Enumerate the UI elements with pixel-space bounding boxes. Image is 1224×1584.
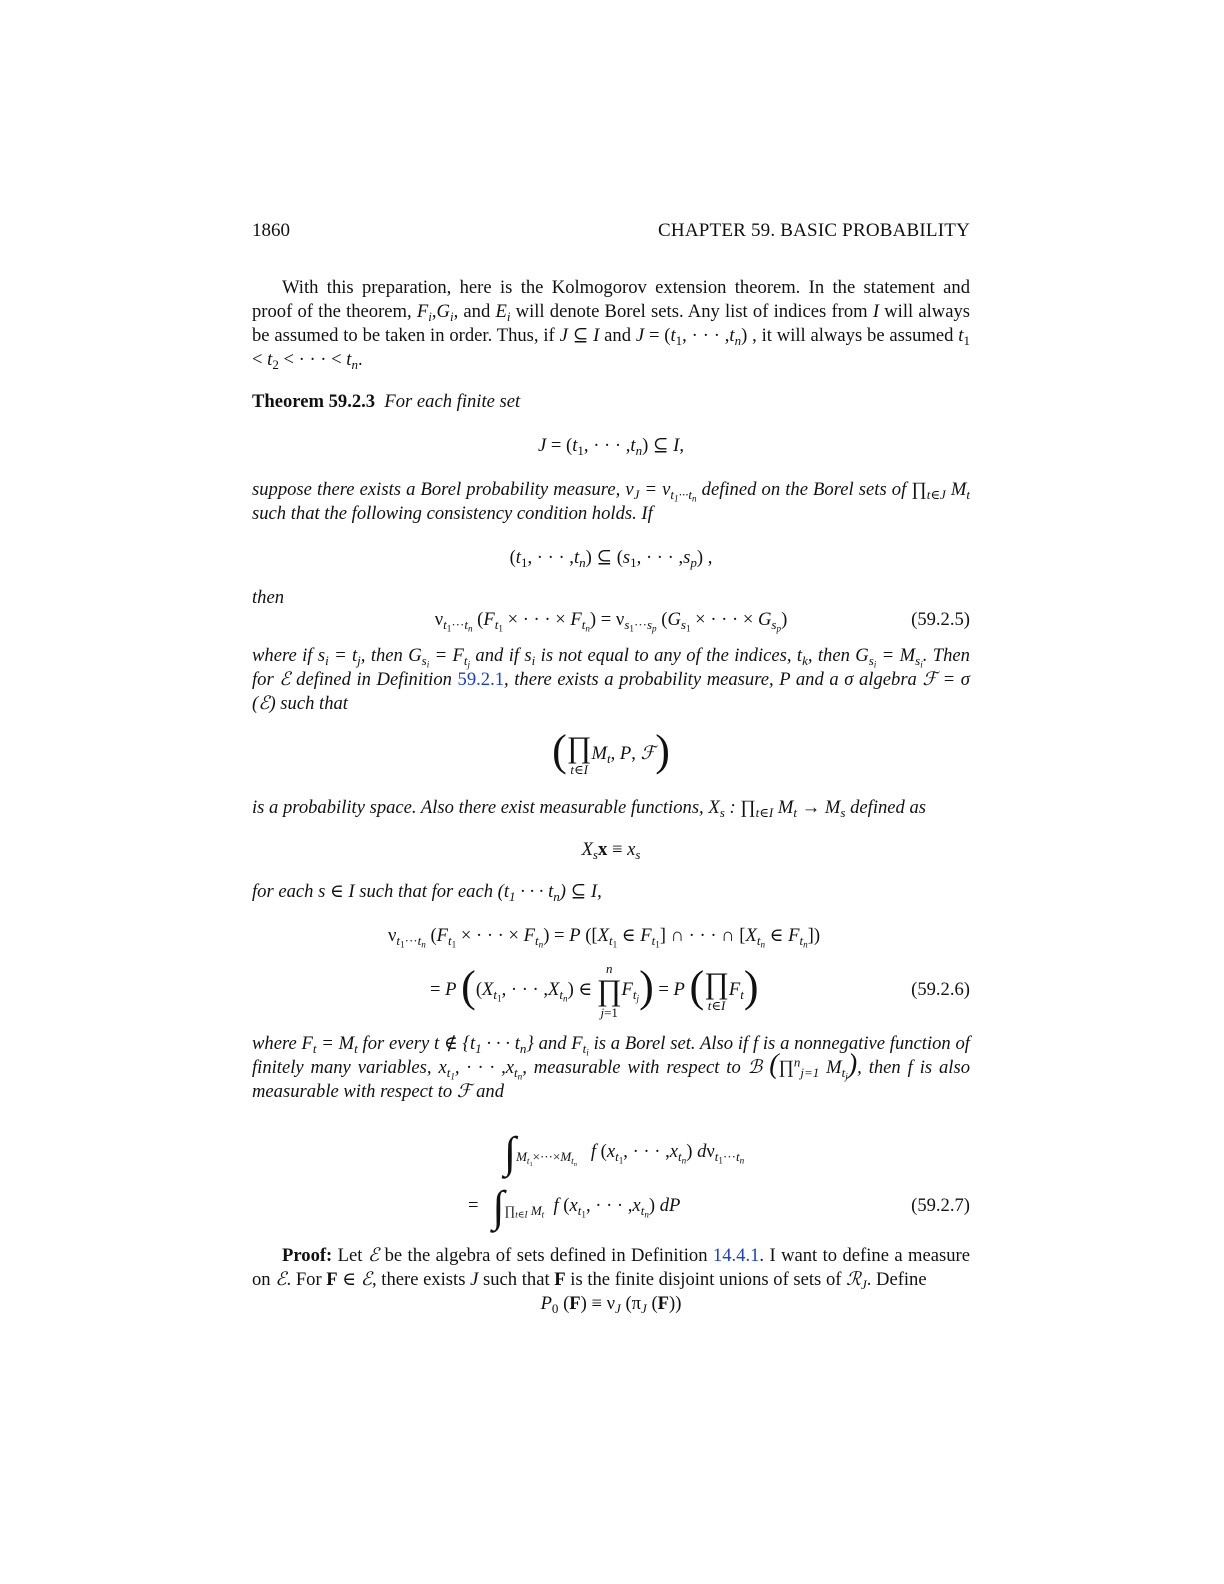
equation-number-59-2-6: (59.2.6)	[911, 979, 970, 1000]
equation-probability-space: ( ∏ t∈I $M_t$, P, ℱ)	[552, 726, 670, 777]
theorem-paragraph-2: where if $s_i = t_j$, then $G_{s_i} = F_{t_j}$ and if $s_i$ is not equal to any of the indices, $t_k$, then $G_{s_i} = M_{s_i}$. Then for ℰ defined in Definition 59.2.1, there exists a probability measure, P and a σ algebra ℱ = σ (ℰ) such that	[252, 645, 970, 714]
equation-59-2-5: $\nu_{t_1\cdot\cdot\cdot t_n}$ ($F_{t_1}$ × · · · × $F_{t_n}) = \nu_{s_1\cdot\cdot\cdot s_p}$ ($G_{s_1}$ × · · · × $G_{s_p}$) (59.2.5)	[434, 609, 970, 634]
equation-J: $J = (t_1$, · · · $,t_n$) ⊆ I,	[537, 435, 685, 458]
equation-59-2-6-line-2: = P (($X_{t_1}$, · · · $,X_{t_n}$) ∈ n ∏ j=1 $F_{t_j}) = P$ ( ∏ t∈I $F_t$) (59.2.6)	[430, 960, 970, 1020]
theorem-paragraph-1: suppose there exists a Borel probability measure, $\nu_J = \nu_{t_1\cdot\cdot\cdot t_n}$ defined on the Borel sets of $\prod_{t\in J}$ $M_t$ such that the following consistency condition holds. If	[252, 479, 970, 524]
definition-link-59-2-1[interactable]: 59.2.1	[457, 669, 505, 690]
theorem-paragraph-5: where $F_t = M_t$ for every t ∉ {$t_1$ · · · $t_n$} and $F_{t_i}$ is a Borel set. Also if f is a nonnegative function of finitely many variables, $x_{t_1}$, · · · $,x_{t_n}$, measurable with respect to ℬ (∏$^n_{j=1}$ $M_{t_j}$), then f is also measurable with respect to ℱ and	[252, 1033, 970, 1102]
equation-subset: ($t_1$, · · · $,t_n$) ⊆ ($s_1$, · · · $,s_p$) ,	[509, 547, 713, 570]
intro-paragraph: With this preparation, here is the Kolmogorov extension theorem. In the statement and proof of the theorem, $F_i,G_i$, and $E_i$ will denote Borel sets. Any list of indices from I will always be assumed to be taken in order. Thus, if J ⊆ I and $J = (t_1$, · · · $,t_n$) , it will always be assumed $t_1 < t_2$ < · · · < $t_n$.	[252, 277, 970, 372]
page-number: 1860	[252, 220, 290, 241]
equation-X: $X_sx \equiv x_s$	[581, 839, 641, 862]
theorem-lead	[252, 390, 970, 414]
equation-59-2-6-line-1: $\nu_{t_1\cdot\cdot\cdot t_n}$ ($F_{t_1}$ × · · · × $F_{t_n}) = P$ ([$X_{t_1}$ ∈ $F_{t_1}$] ∩ · · · ∩ [$X_{t_n}$ ∈ $F_{t_n}$])	[388, 925, 821, 950]
equation-P0: $P_0$ $(F) \equiv \nu_J$ ($\pi_J$ (F))	[540, 1293, 682, 1316]
theorem-paragraph-3: is a probability space. Also there exist measurable functions, $X_s$ : $\prod_{t\in I}$ $M_t \to M_s$ defined as	[252, 797, 927, 820]
definition-link-14-4-1[interactable]: 14.4.1	[712, 1245, 760, 1266]
equation-59-2-7-line-1: $\int_{M_{t_1}\times\cdot\cdot\cdot\times M_{t_n}}$ f ($x_{t_1}$, · · · $,x_{t_n}$) $d\nu_{t_1\cdot\cdot\cdot t_n}$	[504, 1128, 745, 1177]
page-body	[252, 276, 970, 1316]
proof-label: Proof:	[282, 1245, 333, 1266]
equation-number-59-2-5: (59.2.5)	[911, 609, 970, 630]
then-word: then	[252, 587, 285, 608]
proof-paragraph: Proof: Let ℰ be the algebra of sets defined in Definition 14.4.1. I want to define a measure on ℰ. For F ∈ ℰ, there exists J such that F is the finite disjoint unions of sets of ℛ$_J$. Define	[252, 1245, 970, 1292]
equation-number-59-2-7: (59.2.7)	[911, 1195, 970, 1216]
equation-59-2-7-line-2: = $\int_{\prod_{t\in I} M_t}$ f ($x_{t_1}$, · · · $,x_{t_n}$) dP (59.2.7)	[468, 1182, 970, 1231]
theorem-lead-text: For each finite set	[384, 391, 521, 412]
chapter-title: CHAPTER 59. BASIC PROBABILITY	[658, 220, 970, 241]
theorem-label: Theorem 59.2.3	[252, 391, 376, 412]
theorem-paragraph-4: for each s ∈ I such that for each ($t_1$ · · · $t_n$) ⊆ I,	[252, 881, 602, 904]
